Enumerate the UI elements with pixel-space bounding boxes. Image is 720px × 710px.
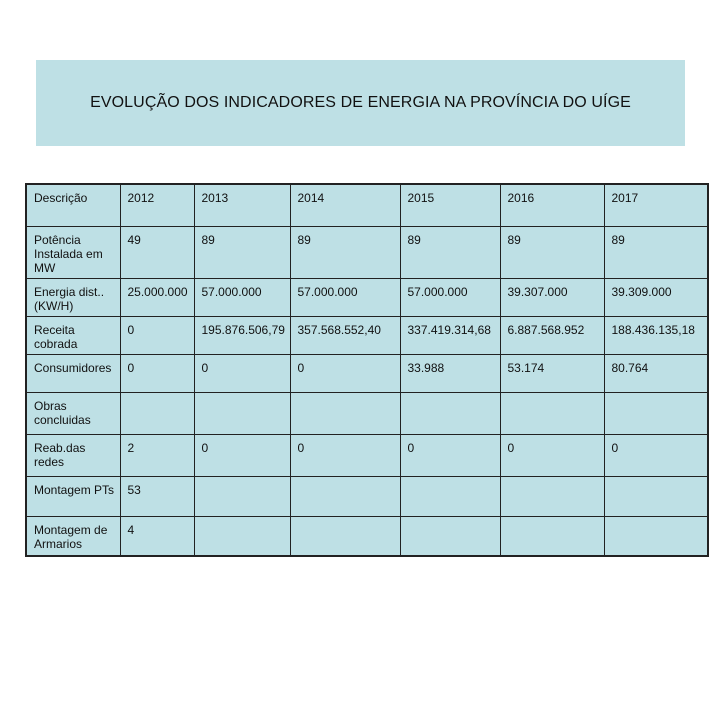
table-cell: 49 [120, 226, 194, 278]
row-label-cell: Energia dist..(KW/H) [26, 278, 120, 316]
table-cell [400, 392, 500, 434]
table-cell: 0 [604, 434, 708, 476]
table-cell [290, 392, 400, 434]
table-cell: 89 [604, 226, 708, 278]
table-cell: 89 [290, 226, 400, 278]
table-cell: 0 [500, 434, 604, 476]
table-cell: 0 [120, 354, 194, 392]
table-row [26, 434, 708, 476]
table-cell: 53 [120, 476, 194, 516]
table-row [26, 316, 708, 354]
title-banner [36, 60, 685, 146]
table-cell: 57.000.000 [194, 278, 290, 316]
row-label-cell: Obras concluidas [26, 392, 120, 434]
table-cell: 188.436.135,18 [604, 316, 708, 354]
table-cell: 357.568.552,40 [290, 316, 400, 354]
table-cell: 80.764 [604, 354, 708, 392]
table-row [26, 516, 708, 556]
table-cell [120, 392, 194, 434]
table-cell: 337.419.314,68 [400, 316, 500, 354]
table-cell: 39.309.000 [604, 278, 708, 316]
table-cell: 89 [500, 226, 604, 278]
indicators-table-container [25, 183, 709, 557]
table-cell: 2 [120, 434, 194, 476]
table-cell [604, 392, 708, 434]
table-cell [194, 392, 290, 434]
table-row [26, 278, 708, 316]
row-label-cell: Receita cobrada [26, 316, 120, 354]
header-cell-descricao: Descrição [26, 184, 120, 226]
table-cell: 0 [120, 316, 194, 354]
row-label-cell: Potência Instalada em MW [26, 226, 120, 278]
table-row [26, 476, 708, 516]
header-cell-2017: 2017 [604, 184, 708, 226]
table-row [26, 226, 708, 278]
row-label-cell: Consumidores [26, 354, 120, 392]
table-cell: 89 [194, 226, 290, 278]
row-label-cell: Reab.das redes [26, 434, 120, 476]
table-cell: 53.174 [500, 354, 604, 392]
table-cell: 6.887.568.952 [500, 316, 604, 354]
header-cell-2015: 2015 [400, 184, 500, 226]
row-label-cell: Montagem PTs [26, 476, 120, 516]
table-cell [290, 516, 400, 556]
table-cell: 57.000.000 [290, 278, 400, 316]
table-cell [500, 516, 604, 556]
table-cell: 195.876.506,79 [194, 316, 290, 354]
table-cell: 0 [194, 354, 290, 392]
table-row [26, 354, 708, 392]
table-cell [500, 392, 604, 434]
table-cell [500, 476, 604, 516]
table-cell: 57.000.000 [400, 278, 500, 316]
header-cell-2012: 2012 [120, 184, 194, 226]
header-cell-2013: 2013 [194, 184, 290, 226]
header-cell-2016: 2016 [500, 184, 604, 226]
table-cell: 0 [290, 354, 400, 392]
table-cell [290, 476, 400, 516]
table-cell [604, 476, 708, 516]
table-cell [194, 476, 290, 516]
table-cell: 89 [400, 226, 500, 278]
table-row [26, 392, 708, 434]
row-label-cell: Montagem de Armarios [26, 516, 120, 556]
page-title: EVOLUÇÃO DOS INDICADORES DE ENERGIA NA PROVÍNCIA DO UÍGE [90, 94, 631, 111]
table-cell [604, 516, 708, 556]
table-cell [194, 516, 290, 556]
table-cell: 4 [120, 516, 194, 556]
table-cell: 0 [290, 434, 400, 476]
table-cell: 0 [194, 434, 290, 476]
table-cell: 0 [400, 434, 500, 476]
table-cell [400, 476, 500, 516]
table-cell: 39.307.000 [500, 278, 604, 316]
table-header-row [26, 184, 708, 226]
table-cell: 25.000.000 [120, 278, 194, 316]
indicators-table [25, 183, 709, 557]
header-cell-2014: 2014 [290, 184, 400, 226]
table-cell [400, 516, 500, 556]
table-cell: 33.988 [400, 354, 500, 392]
